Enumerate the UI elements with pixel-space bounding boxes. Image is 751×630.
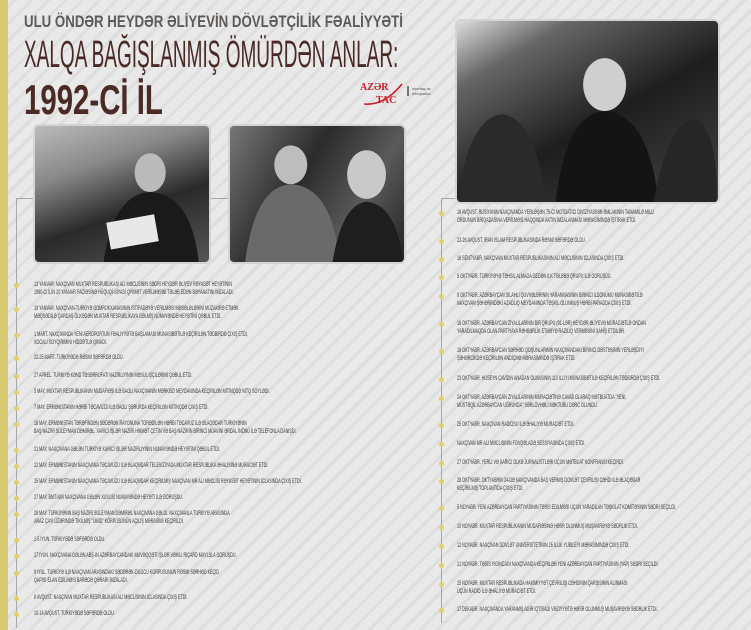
right-connector [441,198,455,199]
photo-speech [33,124,211,264]
event-line: 10 NOYABR. MUXTAR RESPUBLİKANIN MÜDAFİƏSİNƏ HƏSR OLUNMUŞ MÜŞAVİRƏYƏ SƏDRLİK ETDİ. [457,524,638,530]
timeline-event [34,594,188,602]
event-line: 28 MAY. TÜRKİYƏNİN BAŞ NAZİRİ SÜLEYMAN DƏMİRƏL NAXÇIVANA GƏLDİ. NAXÇIVANLA TÜRKİYƏ ARASINDA [34,511,230,517]
timeline-dot [439,349,444,354]
event-line: ŞƏHƏRCİKDƏ KEÇİRİLƏN ANDİÇMƏ MƏRASİMİNDƏ İŞTİRAK ETDİ. [457,356,576,363]
event-line: 18 MAY. ERMƏNİSTAN TƏRƏFİNDƏN SƏDƏRƏK RAYONUNA TÖRƏDİLƏN HƏRBİ TƏCAVÜZ İLƏ ƏLAQƏDAR TÜRKİYƏNİN [34,421,247,427]
event-line: NAXÇIVAN ŞƏHƏRİNDƏKİ AZADLIQ MEYDANINDA TƏŞKİL OLUNMUŞ HƏRBİ PARADDA ÇIXIŞ ETDİ. [457,301,632,308]
timeline-event [457,320,646,337]
timeline-event [34,446,220,454]
logo-site: azertag.az [412,86,431,91]
event-line: 12 NOYABR. NAXÇIVAN DÖVLƏT UNİVERSİTETİNİN 25 İLLİK YUBİLEYİ MƏRASİMİNDƏ ÇIXIŞ ETDİ. [457,543,630,549]
event-line: 10-14 AVQUST. TÜRKİYƏDƏ SƏFƏRDƏ OLDU. [34,611,115,617]
timeline-event [457,440,585,448]
event-line: 22 MAY. ERMƏNİSTANIN NAXÇIVANA TƏCAVÜZÜ İLƏ ƏLAQƏDAR TELEVİZİYADA MUXTAR RESPUBLİKA ƏHALİSİNƏ MÜRACİƏT ETDİ. [34,463,269,469]
timeline-event [457,347,644,364]
timeline-dot [14,390,19,395]
timeline-event [457,459,624,467]
timeline-event [34,281,234,298]
timeline-dot [439,423,444,428]
event-line: 28 OKTYABR. OKTYABRIN 24-DƏ NAXÇIVANDA BAŞ VERMİŞ DÖVLƏT ÇEVRİLİŞİ CƏHDİ İLƏ ƏLAQƏDAR [457,478,641,484]
timeline-dot [14,512,19,517]
timeline-dot [439,294,444,299]
timeline-dot [14,422,19,427]
timeline-dot [439,544,444,549]
photo-crowd [228,124,406,264]
timeline-dot [439,322,444,327]
timeline-event [34,388,270,396]
timeline-event [34,420,297,437]
timeline-event [457,477,640,494]
event-line: 7 MAY. ERMƏNİSTANIN HƏRBİ TƏCAVÜZÜ İLƏ BAĞLI ŞƏRURDA KEÇİRİLƏN MİTİNQDƏ ÇIXIŞ ETDİ. [34,405,209,411]
event-line: 17 İYUN. NAXÇIVANA GƏLƏN ABŞ-IN AZƏRBAYCANDAKI MÜVƏQQƏTİ İŞLƏR VƏKİLİ RİÇARD MAYLSLA GÖRÜŞDÜ. [34,553,237,559]
accent-bar [0,0,8,630]
timeline-event [457,209,654,226]
timeline-dot [14,538,19,543]
event-line: ARAZ ÇAYI ÜZƏRİNDƏ TİKİLMİŞ "ÜMİD" KÖRPÜSÜNÜN AÇILIŞ MƏRASİMİ KEÇİRİLDİ. [34,519,184,526]
event-line: 5 MAY. MUXTAR RESPUBLİKANIN MÜDAFİƏSİ İLƏ BAĞLI NAXÇIVANIN MƏRKƏZİ MEYDANINDA KEÇİRİLƏN MİTİNQDƏ NİTQ SÖYLƏDİ. [34,389,270,395]
event-line: 25 OKTYABR. NAXÇIVAN RADİOSU İLƏ ƏHALİYƏ MÜRACİƏT ETDİ. [457,422,575,428]
event-line: 21 MAY. NAXÇIVANA GƏLƏN TÜRKİYƏ XARİCİ İŞLƏR NAZİRLİYİNİN NÜMAYƏNDƏ HEYƏTİNİ QƏBUL ETDİ. [34,447,221,453]
timeline-dot [14,448,19,453]
event-line: 5 NOYABR. YENİ AZƏRBAYCAN PARTİYASININ TƏSİS EDİLMƏSİ ÜÇÜN YARADILAN TƏŞKİLAT KOMİTƏSİNİN SƏDRİ SEÇİLDİ. [457,505,677,511]
photo-military [455,19,720,204]
event-line: 13 YANVAR. NAXÇIVAN MUXTAR RESPUBLİKASI ALİ MƏCLİSİNİN SƏDRİ HEYDƏR ƏLİYEV RƏYASƏT HEYƏTİNİN [34,282,232,288]
timeline-dot [439,377,444,382]
event-line: 5 OKTYABR. TÜRKİYƏYƏ TƏHSİL ALMAĞA GEDƏN İLK TƏLƏBƏ QRUPU İLƏ GÖRÜŞDÜ. [457,274,612,280]
timeline-event [457,237,586,245]
timeline-event [457,561,659,569]
event-line: 17 DEKABR. NAXÇIVANDA YARANMIŞ AĞIR İQTİSADİ VƏZİYYƏTƏ HƏSR OLUNMUŞ MÜŞAVİRƏYƏ SƏDRLİK ETDİ. [457,607,658,613]
event-line: 18 AVQUST. RUSİYANIN NAXÇIVANDA YERLƏŞƏN 75-Cİ MOTOATICI DİVİZİYASININ ƏMLAKININ TAMAMİLƏ MİLLİ [457,210,655,216]
event-line: 27 MAY. BMT-NİN NAXÇIVANA GƏLƏN XÜSUSİ NÜMAYƏNDƏ HEYƏTİ İLƏ GÖRÜŞDÜ. [34,495,184,501]
event-line: NAXÇIVAN MR ALİ MƏCLİSİNİN FÖVQƏLADƏ SESSİYASINDA ÇIXIŞ ETDİ. [457,441,586,447]
timeline-event [34,478,302,486]
event-line: 8 AVQUST. NAXÇIVAN MUXTAR RESPUBLİKASI ALİ MƏCLİSİNİN İCLASINDA ÇIXIŞ ETDİ. [34,595,188,601]
timeline-dot [439,608,444,613]
header-title: XALQA BAĞIŞLANMIŞ ÖMÜRDƏN ANLAR: [24,34,399,76]
timeline-event [457,255,624,263]
event-line: ORDUNUN BRİQADASINA VERİLMƏSİ HAQQINDA AKTIN İMZALANMASI MƏRASİMİNDƏ İŞTİRAK ETDİ. [457,218,637,225]
logo-top: AZƏR [360,82,389,93]
event-line: 27 OKTYABR. YERLİ VƏ XARİCİ ÖLKƏ JURNALİSTLƏRİ ÜÇÜN MƏTBUAT KONFRANSI KEÇİRDİ. [457,460,624,466]
timeline-event [457,542,629,550]
timeline-event [34,305,239,322]
timeline-dot [14,333,19,338]
timeline-event [34,536,105,544]
timeline-event [34,354,124,362]
event-line: 25 NOYABR. MUXTAR RESPUBLİKADA HAKİMİYYƏT ÇEVRİLİŞİ CƏHDİNİN QARŞISININ ALINMASI [457,581,628,587]
timeline-dot [14,464,19,469]
event-line: 1 MART. NAXÇIVANDA YENİ AEROPORTUN FƏALİYYƏTƏ BAŞLAMASI MÜNASİBƏTİLƏ KEÇİRİLƏN TƏDBİRDƏ ÇIXIŞ ETDİ, [34,332,248,338]
azertac-logo [358,80,406,110]
timeline-dot [14,571,19,576]
left-timeline-line [16,198,17,628]
timeline-event [34,494,183,502]
event-line: 1990-CI İLİN 20 YANVAR FACİƏSİNƏ HÜQUQİ-SİYASİ QİYMƏT VERİLMƏSİNİ TƏLƏB EDƏN BƏYANATINI İMZALADI. [34,290,234,297]
logo-bottom: TAC [376,95,397,106]
event-line: 25 MAY. ERMƏNİSTANIN NAXÇIVANA TƏCAVÜZÜ İLƏ ƏLAQƏDAR KEÇİRİLMİŞ NAXÇIVAN MR ALİ MƏCLİSİ RƏYASƏT HEYƏTİNİN İCLASINDA ÇIXIŞ ETDİ. [34,479,302,485]
timeline-event [457,606,658,614]
event-line: MƏQSƏDİLƏ QARDAŞ ÖLKƏDƏN MUXTAR RESPUBLİKAYA GƏLMİŞ NÜMAYƏNDƏ HEYƏTİNİ QƏBUL ETDİ. [34,314,222,321]
timeline-dot [14,612,19,617]
photo-connector [211,198,228,199]
event-line: 1-5 İYUN. TÜRKİYƏDƏ SƏFƏRDƏ OLDU. [34,537,106,543]
event-line: 22-25 MART. TÜRKİYƏDƏ RƏSMİ SƏFƏRDƏ OLDU. [34,355,124,361]
timeline-dot [439,211,444,216]
event-line: BAŞ NAZİRİ SÜLEYMAN DƏMİRƏL, XARİCİ İŞLƏR NAZİRİ HİKMƏT ÇETİN VƏ BAŞ NAZİRİN BİRİNCİ MÜAVİNİ ƏRDAL İNÖNÜ İLƏ TELEFONLA DANIŞDI. [34,429,297,436]
timeline-dot [439,563,444,568]
timeline-dot [14,596,19,601]
event-line: KEÇİRİLMİŞ TOPLANTIDA ÇIXIŞ ETDİ. [457,486,524,493]
timeline-event [34,610,115,618]
timeline-event [457,504,676,512]
timeline-dot [439,442,444,447]
event-line: QAPISI ELAN EDİLMƏSİ BARƏDƏ QƏRARI İMZALADI. [34,578,128,585]
logo-caption [407,86,431,96]
timeline-dot [14,307,19,312]
timeline-dot [439,239,444,244]
timeline-event [457,292,642,309]
timeline-dot [14,374,19,379]
header-subtitle: ULU ÖNDƏR HEYDƏR ƏLİYEVİN DÖVLƏTÇİLİK FƏALİYYƏTİ [24,12,403,31]
event-line: YARADILMAQDA OLAN PARTİYAYA RƏHBƏRLİK ETMƏYƏ RAZILIQ VERMƏSİNİ XAHİŞ ETDİLƏR. [457,329,626,336]
timeline-event [34,404,208,412]
timeline-event [34,372,192,380]
timeline-event [457,394,626,411]
timeline-dot [439,275,444,280]
event-line: 9 İYUL. TÜRKİYƏ İLƏ NAXÇIVAN ARASINDAKI SƏDƏRƏK-DİLUCU KÖRPÜSÜNÜN RƏSMİ SƏRHƏD KEÇİD [34,570,219,576]
timeline-event [457,421,574,429]
timeline-dot [439,257,444,262]
event-line: 22-26 AVQUST. İRAN İSLAM RESPUBLİKASINDA RƏSMİ SƏFƏRDƏ OLDU. [457,238,586,244]
timeline-event [34,462,268,470]
timeline-dot [439,461,444,466]
timeline-event [457,523,638,531]
event-line: 24 OKTYABR. AZƏRBAYCAN ZİYALILARININ MÜRACİƏTİNƏ CAVAB OLARAQ MƏTBUATDA "YENİ, [457,395,627,401]
timeline-event [34,510,230,527]
event-line: XOCALI SOYQIRIMINI HİDDƏTLƏ QINADI. [34,340,107,347]
event-line: 16 OKTYABR. AZƏRBAYCAN ZİYALILARININ BİR QRUPU (91-LƏR) HEYDƏR ƏLİYEVƏ MÜRACİƏTLƏ ONDAN [457,321,646,327]
timeline-dot [14,406,19,411]
left-connector [16,198,33,199]
timeline-dot [439,582,444,587]
timeline-dot [14,554,19,559]
timeline-event [457,273,611,281]
event-line: ÜÇÜN RADİO İLƏ ƏHALİYƏ MÜRACİƏT ETDİ. [457,589,537,596]
timeline-dot [14,480,19,485]
header-year: 1992-Cİ İL [24,76,163,123]
timeline-event [34,569,219,586]
timeline-event [34,331,248,348]
logo-label: infoqrafika [412,91,431,96]
event-line: 16 SENTYABR. NAXÇIVAN MUXTAR RESPUBLİKASININ ALİ MƏCLİSİNİN İCLASINDA ÇIXIŞ ETDİ. [457,256,625,262]
timeline-event [34,552,237,560]
timeline-dot [439,525,444,530]
timeline-dot [439,506,444,511]
timeline-event [457,375,660,383]
timeline-dot [14,356,19,361]
event-line: 27 APREL. TÜRKİYƏ KƏND TƏSƏRRÜFATI NAZİRLİYİNİN MƏSUL İŞÇİLƏRİNİ QƏBUL ETDİ. [34,373,193,379]
event-line: 23 OKTYABR. HÜSEYN CAVİDİN ANADAN OLMASININ 110 İLLİYİ MÜNASİBƏTİLƏ KEÇİRİLƏN TƏDBİRDƏ ÇIXIŞ ETDİ. [457,376,661,382]
event-line: 18 OKTYABR. AZƏRBAYCAN SƏRHƏD QOŞUNLARININ NAXÇIVANDAKI BİRİNCİ DƏSTƏSİNİN YERLƏŞDİYİ [457,348,644,354]
event-line: MÜSTƏQİL AZƏRBAYCAN UĞRUNDA" SƏRLÖVHƏLİ MƏKTUBU DƏRC OLUNDU. [457,403,598,410]
event-line: 19 YANVAR. NAXÇIVAN-TÜRKİYƏ GÖMRÜKXANASININ İSTİFADƏYƏ VERİLMƏSİ MƏSƏLƏLƏRİNİ MÜZAKİRƏ ETMƏK [34,306,239,312]
timeline-dot [439,396,444,401]
event-line: 21 NOYABR. TƏSİS YIĞINCAĞI NAXÇIVANDA KEÇİRİLƏN YENİ AZƏRBAYCAN PARTİYASININ (YAP) SƏDRİ SEÇİLDİ. [457,562,659,568]
event-line: 9 OKTYABR. AZƏRBAYCAN SİLAHLI QÜVVƏLƏRİNİN YARANMASININ BİRİNCİ İLDÖNÜMÜ MÜNASİBƏTİLƏ [457,293,643,299]
timeline-dot [14,283,19,288]
timeline-dot [439,479,444,484]
timeline-event [457,580,627,597]
timeline-dot [14,496,19,501]
